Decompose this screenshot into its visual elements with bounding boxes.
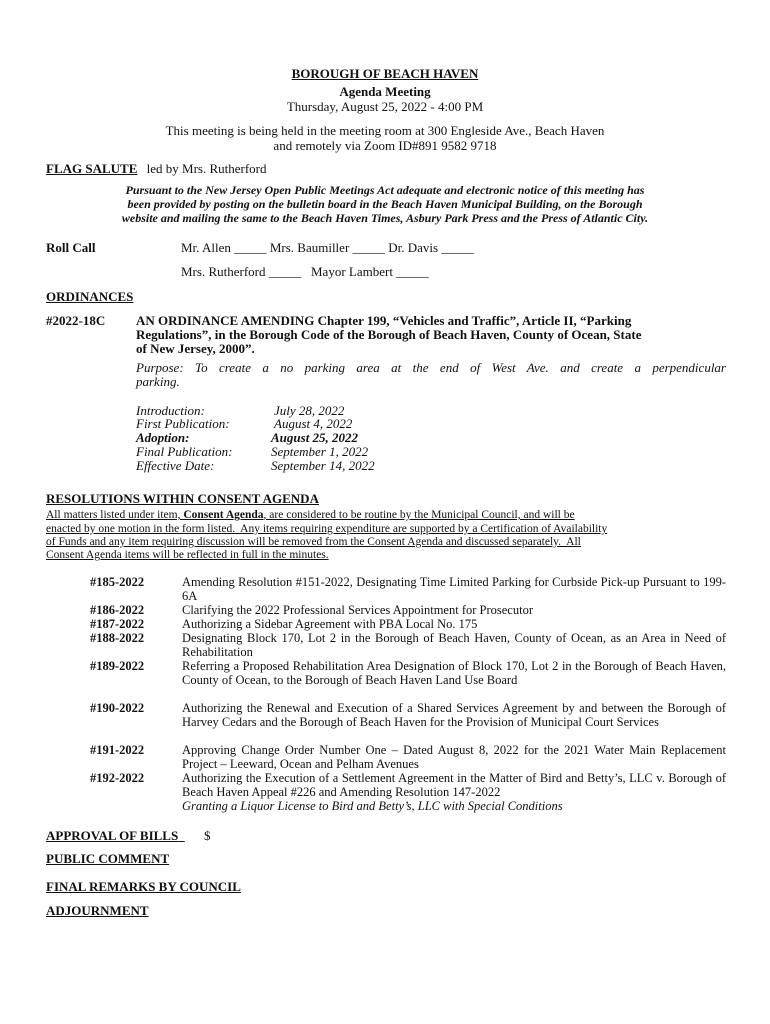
meeting-type: Agenda Meeting <box>339 84 431 99</box>
resolution-number: #188-2022 <box>90 631 145 645</box>
ordinance-title-line-2: Regulations”, in the Borough Code of the Borough of Beach Haven, County of Ocean, State <box>136 327 642 342</box>
resolution-text: Approving Change Order Number One – Dated August 8, 2022 for the 2021 Water Main Replacement Project – Leeward, Ocean and Pelham Avenues <box>182 743 726 772</box>
resolution-text: Referring a Proposed Rehabilitation Area Designation of Block 170, Lot 2 in the Borough of Beach Haven, County of Ocean, to the Borough of Beach Haven Land Use Board <box>182 659 726 688</box>
approval-of-bills <box>46 828 210 843</box>
resolution-text: Amending Resolution #151-2022, Designating Time Limited Parking for Curbside Pick-up Pursuant to 199-6A <box>182 575 726 604</box>
approval-of-bills-label: APPROVAL OF BILLS <box>46 828 179 843</box>
ordinance-title-line-1: AN ORDINANCE AMENDING Chapter 199, “Vehicles and Traffic”, Article II, “Parking <box>136 313 632 328</box>
consent-intro-line-4: Consent Agenda items will be reflected in full in the minutes. <box>46 549 329 561</box>
resolution-text: Designating Block 170, Lot 2 in the Borough of Beach Haven, County of Ocean, as an Area in Need of Rehabilitation <box>182 631 726 660</box>
resolution-text: Authorizing the Execution of a Settlement Agreement in the Matter of Bird and Betty’s, LLC v. Borough of Beach Haven Appeal #226 and Amending Resolution 147-2022 <box>182 771 726 800</box>
final-remarks-heading: FINAL REMARKS BY COUNCIL <box>46 879 241 894</box>
meeting-location-line-1: This meeting is being held in the meeting room at 300 Engleside Ave., Beach Haven <box>165 123 605 138</box>
consent-intro-line-3: of Funds and any item requiring discussion will be removed from the Consent Agenda and discussed separately. All <box>46 536 581 548</box>
resolution-number: #185-2022 <box>90 575 145 589</box>
roll-call-line-2: Mrs. Rutherford _____ Mayor Lambert _____ <box>181 264 429 279</box>
schedule-value: September 14, 2022 <box>271 458 375 473</box>
resolution-text-italic: Granting a Liquor License to Bird and Betty’s, LLC with Special Conditions <box>182 799 563 813</box>
resolution-number: #187-2022 <box>90 617 145 631</box>
roll-call-label: Roll Call <box>46 240 96 255</box>
consent-intro-line-1 <box>46 509 575 523</box>
consent-intro-line-2: enacted by one motion in the form listed. Any items requiring expenditure are supported by a Certification of Availability <box>46 523 608 535</box>
resolution-text: Authorizing the Renewal and Execution of a Shared Services Agreement by and between the Borough of Harvey Cedars and the Borough of Beach Haven for the Provision of Municipal Court Services <box>182 701 726 730</box>
resolution-number: #191-2022 <box>90 743 145 757</box>
borough-title: BOROUGH OF BEACH HAVEN <box>291 66 479 81</box>
schedule-value: July 28, 2022 <box>274 403 345 418</box>
resolution-number: #192-2022 <box>90 771 145 785</box>
schedule-label: Effective Date: <box>136 458 215 473</box>
schedule-value: August 25, 2022 <box>271 430 359 445</box>
schedule-label: Adoption: <box>136 430 190 445</box>
meeting-date-time: Thursday, August 25, 2022 - 4:00 PM <box>286 99 484 114</box>
roll-call-line-1: Mr. Allen _____ Mrs. Baumiller _____ Dr. Davis _____ <box>181 240 474 255</box>
adjournment-heading: ADJOURNMENT <box>46 903 149 918</box>
resolution-number: #190-2022 <box>90 701 145 715</box>
flag-salute-text: led by Mrs. Rutherford <box>146 161 267 176</box>
schedule-label: First Publication: <box>136 416 230 431</box>
consent-intro-post: , are considered to be routine by the Municipal Council, and will be <box>263 509 575 521</box>
schedule-label: Final Publication: <box>136 444 233 459</box>
resolution-text: Clarifying the 2022 Professional Services Appointment for Prosecutor <box>182 603 533 617</box>
ordinance-purpose-line-2: parking. <box>136 374 180 389</box>
ordinances-heading: ORDINANCES <box>46 289 134 304</box>
opma-notice-line-1: Pursuant to the New Jersey Open Public Meetings Act adequate and electronic notice of this meeting has <box>125 183 645 197</box>
opma-notice-line-3: website and mailing the same to the Beach Haven Times, Asbury Park Press and the Press of Atlantic City. <box>121 211 649 225</box>
consent-agenda-heading: RESOLUTIONS WITHIN CONSENT AGENDA <box>46 491 319 506</box>
opma-notice-line-2: been provided by posting on the bulletin board in the Beach Haven Municipal Building, on the Borough <box>127 197 643 211</box>
resolution-number: #189-2022 <box>90 659 145 673</box>
schedule-value: August 4, 2022 <box>274 416 353 431</box>
flag-salute <box>46 161 267 176</box>
consent-intro-pre: All matters listed under item, <box>46 509 184 521</box>
schedule-label: Introduction: <box>136 403 205 418</box>
consent-intro-bold: Consent Agenda <box>183 509 264 521</box>
ordinance-title-line-3: of New Jersey, 2000”. <box>136 341 255 356</box>
resolution-number: #186-2022 <box>90 603 145 617</box>
ordinance-number: #2022-18C <box>46 313 106 328</box>
resolution-text: Authorizing a Sidebar Agreement with PBA Local No. 175 <box>182 617 478 631</box>
ordinance-purpose-line-1: Purpose: To create a no parking area at the end of West Ave. and create a perpendicular <box>136 360 726 375</box>
schedule-value: September 1, 2022 <box>271 444 369 459</box>
flag-salute-label: FLAG SALUTE <box>46 161 138 176</box>
meeting-location-line-2: and remotely via Zoom ID#891 9582 9718 <box>273 138 497 153</box>
public-comment-heading: PUBLIC COMMENT <box>46 851 170 866</box>
approval-of-bills-amount: $ <box>203 828 211 843</box>
